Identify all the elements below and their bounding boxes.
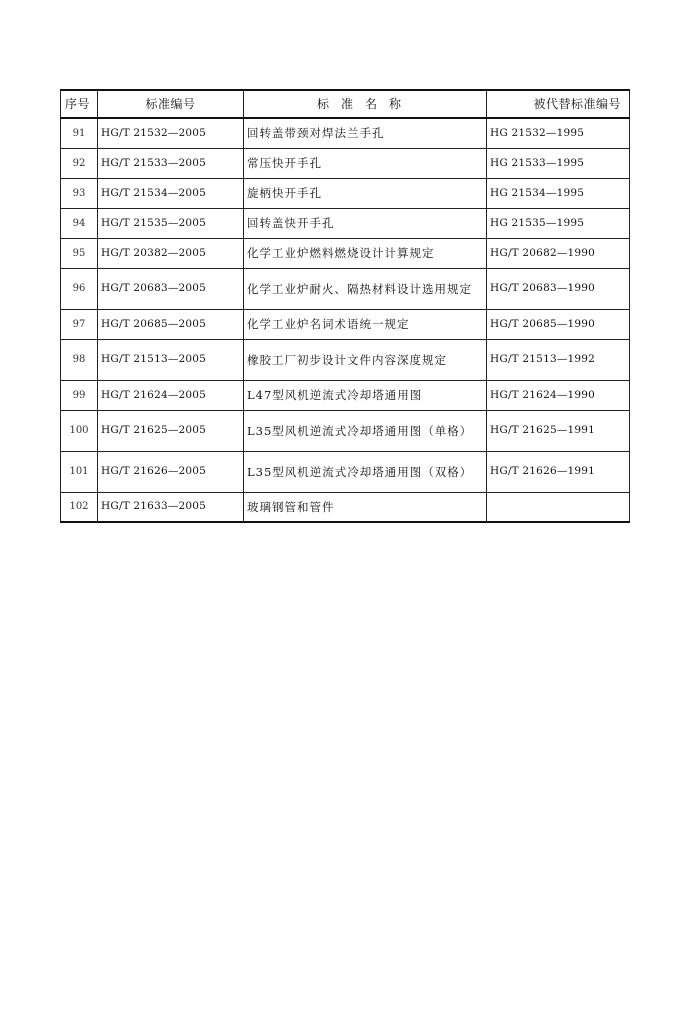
row-number: 91: [61, 118, 98, 148]
table-row: [61, 410, 630, 451]
row-replaced-code: HG/T 21624—1990: [487, 380, 630, 410]
row-standard-name: L47型风机逆流式冷却塔通用图: [244, 380, 487, 410]
row-standard-name: L35型风机逆流式冷却塔通用图（双格）: [244, 451, 487, 492]
row-number: 98: [61, 339, 98, 380]
row-replaced-code: HG/T 21625—1991: [487, 410, 630, 451]
header-standard-code: 标准编号: [98, 90, 244, 118]
row-number: 102: [61, 492, 98, 522]
row-standard-code: HG/T 21513—2005: [98, 339, 244, 380]
row-replaced-code: HG 21532—1995: [487, 118, 630, 148]
row-replaced-code: HG 21534—1995: [487, 178, 630, 208]
row-replaced-code: HG 21535—1995: [487, 208, 630, 238]
row-number: 95: [61, 238, 98, 268]
table-row: [61, 268, 630, 309]
table-row: [61, 380, 630, 410]
row-replaced-code: HG/T 21626—1991: [487, 451, 630, 492]
row-standard-code: HG/T 21533—2005: [98, 148, 244, 178]
row-number: 93: [61, 178, 98, 208]
row-replaced-code: HG/T 20685—1990: [487, 309, 630, 339]
row-standard-code: HG/T 21535—2005: [98, 208, 244, 238]
table-body: [61, 118, 630, 522]
row-standard-code: HG/T 21625—2005: [98, 410, 244, 451]
row-replaced-code: HG/T 20683—1990: [487, 268, 630, 309]
header-row: [61, 90, 630, 118]
table-row: [61, 492, 630, 522]
header-replaced-code: 被代替标准编号: [487, 90, 630, 118]
header-serial-number: 序号: [61, 90, 98, 118]
row-standard-code: HG/T 21626—2005: [98, 451, 244, 492]
row-standard-name: 化学工业炉燃料燃烧设计计算规定: [244, 238, 487, 268]
row-standard-name: 回转盖带颈对焊法兰手孔: [244, 118, 487, 148]
table-row: [61, 178, 630, 208]
row-standard-code: HG/T 21633—2005: [98, 492, 244, 522]
row-standard-name: 化学工业炉耐火、隔热材料设计选用规定: [244, 268, 487, 309]
row-standard-name: L35型风机逆流式冷却塔通用图（单格）: [244, 410, 487, 451]
table-header: [61, 90, 630, 118]
row-number: 96: [61, 268, 98, 309]
row-number: 99: [61, 380, 98, 410]
row-standard-code: HG/T 21534—2005: [98, 178, 244, 208]
row-standard-code: HG/T 21532—2005: [98, 118, 244, 148]
row-standard-name: 常压快开手孔: [244, 148, 487, 178]
row-standard-name: 化学工业炉名词术语统一规定: [244, 309, 487, 339]
row-standard-name: 玻璃钢管和管件: [244, 492, 487, 522]
standards-table: [60, 89, 630, 523]
table-row: [61, 118, 630, 148]
row-number: 100: [61, 410, 98, 451]
table-row: [61, 309, 630, 339]
row-standard-code: HG/T 20685—2005: [98, 309, 244, 339]
row-replaced-code: HG/T 20682—1990: [487, 238, 630, 268]
table-row: [61, 238, 630, 268]
row-number: 101: [61, 451, 98, 492]
row-number: 92: [61, 148, 98, 178]
table-row: [61, 339, 630, 380]
row-standard-name: 橡胶工厂初步设计文件内容深度规定: [244, 339, 487, 380]
row-number: 94: [61, 208, 98, 238]
table-row: [61, 148, 630, 178]
row-replaced-code: [487, 492, 630, 522]
row-standard-name: 回转盖快开手孔: [244, 208, 487, 238]
row-replaced-code: HG 21533—1995: [487, 148, 630, 178]
row-replaced-code: HG/T 21513—1992: [487, 339, 630, 380]
row-standard-name: 旋柄快开手孔: [244, 178, 487, 208]
row-standard-code: HG/T 21624—2005: [98, 380, 244, 410]
header-standard-name: 标准名称: [244, 90, 487, 118]
row-number: 97: [61, 309, 98, 339]
table-row: [61, 208, 630, 238]
row-standard-code: HG/T 20382—2005: [98, 238, 244, 268]
row-standard-code: HG/T 20683—2005: [98, 268, 244, 309]
table-row: [61, 451, 630, 492]
